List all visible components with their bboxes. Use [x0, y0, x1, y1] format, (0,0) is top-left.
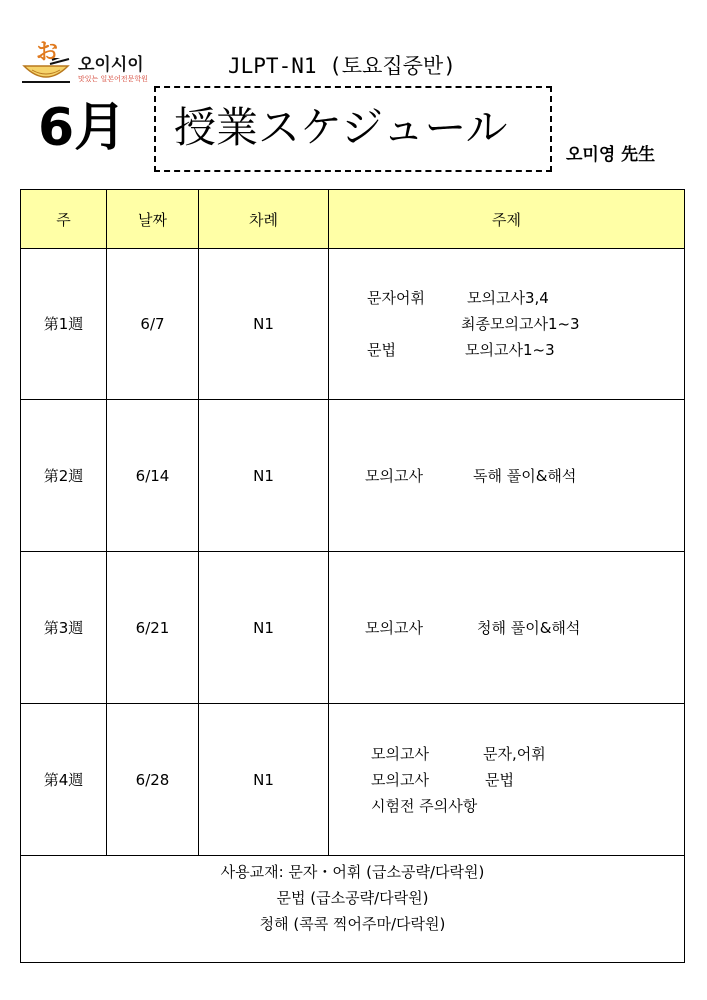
academy-logo — [22, 42, 162, 86]
topic-text: 모의고사 — [371, 745, 429, 763]
week-cell: 第4週 — [21, 704, 107, 855]
month-label: 6月 — [38, 98, 127, 158]
topic-cell — [329, 552, 684, 703]
textbook-line: 청해 (콕콕 찍어주마/다락원) — [259, 915, 446, 933]
header-level: 차례 — [199, 190, 329, 248]
topic-cell — [329, 400, 684, 551]
date-cell: 6/28 — [107, 704, 199, 855]
header-date: 날짜 — [107, 190, 199, 248]
course-name: JLPT-N1 (토요집중반) — [228, 54, 456, 78]
textbook-line: 문법 (급소공략/다락원) — [276, 889, 429, 907]
topic-text: 모의고사 — [365, 619, 423, 637]
topic-text: 문법 — [367, 341, 396, 359]
topic-text: 문법 — [485, 771, 514, 789]
logo-underline — [22, 81, 70, 83]
week-cell: 第2週 — [21, 400, 107, 551]
textbook-line: 사용교재: 문자・어휘 (급소공략/다락원) — [220, 863, 485, 881]
logo-tagline: 맛있는 일본어전문학원 — [78, 75, 148, 83]
topic-text: 청해 풀이&해석 — [477, 619, 581, 637]
header-topic: 주제 — [492, 210, 521, 229]
table-row — [21, 704, 684, 856]
schedule-table — [20, 189, 685, 963]
date-cell: 6/7 — [107, 248, 199, 399]
level-cell: N1 — [199, 400, 329, 551]
table-row — [21, 248, 684, 400]
topic-cell — [329, 704, 684, 855]
topic-text: 독해 풀이&해석 — [473, 467, 577, 485]
topic-text: 모의고사1~3 — [465, 341, 555, 359]
topic-text: 시험전 주의사항 — [371, 797, 478, 815]
table-row — [21, 552, 684, 704]
teacher-name: 오미영 先生 — [566, 145, 656, 165]
table-header-row — [21, 190, 684, 249]
level-cell: N1 — [199, 552, 329, 703]
week-cell: 第3週 — [21, 552, 107, 703]
date-cell: 6/14 — [107, 400, 199, 551]
topic-text: 모의고사3,4 — [467, 289, 549, 307]
bowl-icon — [22, 58, 70, 80]
topic-cell — [329, 248, 684, 399]
title-box — [154, 86, 552, 172]
level-cell: N1 — [199, 704, 329, 855]
topic-text: 문자,어휘 — [483, 745, 546, 763]
topic-text: 문자어휘 — [367, 289, 425, 307]
date-cell: 6/21 — [107, 552, 199, 703]
page-title: 授業スケジュール — [174, 103, 508, 152]
topic-text: 최종모의고사1~3 — [461, 315, 580, 333]
topic-text: 모의고사 — [371, 771, 429, 789]
header-week: 주 — [21, 190, 107, 248]
week-cell: 第1週 — [21, 248, 107, 399]
logo-name: 오이시이 — [78, 55, 144, 75]
logo-mark: お — [36, 40, 59, 65]
table-row — [21, 400, 684, 552]
level-cell: N1 — [199, 248, 329, 399]
topic-text: 모의고사 — [365, 467, 423, 485]
textbook-footer — [21, 858, 684, 962]
